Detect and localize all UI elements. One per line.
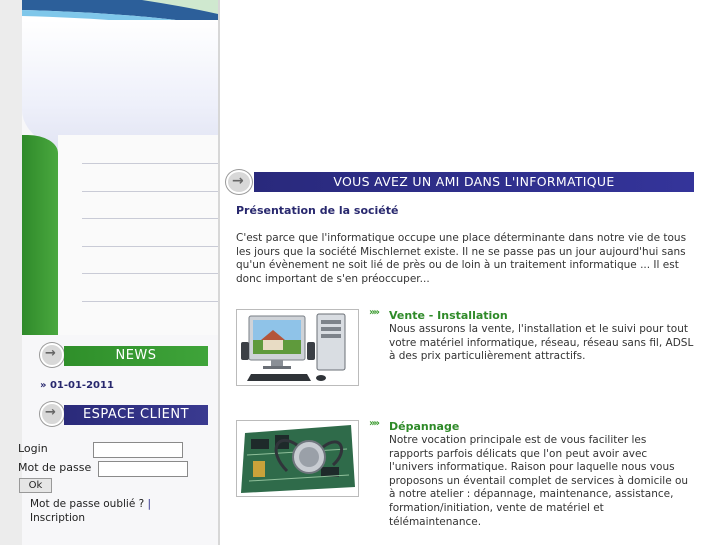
presentation-title: Présentation de la société <box>236 204 399 217</box>
main-content <box>220 168 727 545</box>
menu-separator <box>82 246 218 247</box>
top-banner <box>220 0 727 168</box>
password-input[interactable] <box>98 461 188 477</box>
news-header <box>40 343 208 367</box>
login-label: Login <box>18 442 48 455</box>
link-separator: | <box>147 498 152 510</box>
circuit-board-image <box>236 420 359 497</box>
computer-image <box>236 309 359 386</box>
arrow-circle-icon <box>226 170 252 194</box>
client-area-header <box>40 402 208 426</box>
login-row <box>18 440 194 458</box>
login-input[interactable] <box>93 442 183 458</box>
green-side-tab <box>22 135 58 335</box>
forgot-password-link[interactable]: Mot de passe oublié ? <box>30 498 145 510</box>
menu-separator <box>82 273 218 274</box>
banner-title: VOUS AVEZ UN AMI DANS L'INFORMATIQUE <box>254 172 694 192</box>
arrow-circle-icon <box>40 402 64 426</box>
menu-separator <box>82 191 218 192</box>
double-chevron-icon: »» <box>369 418 378 429</box>
signup-link[interactable]: Inscription <box>30 512 86 524</box>
menu-separator <box>82 301 218 302</box>
client-area-title: ESPACE CLIENT <box>64 405 208 425</box>
service-title[interactable]: Vente - Installation <box>389 309 508 322</box>
news-title: NEWS <box>64 346 208 366</box>
news-item-date[interactable]: » 01-01-2011 <box>40 380 114 391</box>
main-header <box>226 170 694 194</box>
menu-area <box>58 135 218 335</box>
presentation-text: C'est parce que l'informatique occupe une place déterminante dans notre vie de tous les jours que la société Mischlernet existe. Il ne se passe pas un jour aujourd'hui sans qu'un évènement ne soit lié de près ou de loin à un traitement informatique ... Il est donc important de s'en préoccuper... <box>236 232 687 285</box>
password-row <box>18 459 194 477</box>
double-chevron-icon: »» <box>369 307 378 318</box>
service-description: Notre vocation principale est de vous faciliter les rapports parfois délicats que l'on peut avoir avec l'univers informatique. Raison pour laquelle nous vous proposons un éventail complet de services à domicile ou à notre atelier : dépannage, maintenance, assistance, formation/initiation, vente de matériel et télémaintenance. <box>389 434 689 528</box>
service-title[interactable]: Dépannage <box>389 420 460 433</box>
menu-separator <box>82 163 218 164</box>
forgot-password-row <box>30 498 151 510</box>
arrow-circle-icon <box>40 343 64 367</box>
ok-button[interactable]: Ok <box>19 478 52 493</box>
service-description: Nous assurons la vente, l'installation et le suivi pour tout votre matériel informatique, réseau, réseau sans fil, ADSL à des prix particulièrement attractifs. <box>389 323 694 363</box>
menu-separator <box>82 218 218 219</box>
login-form <box>18 440 194 491</box>
password-label: Mot de passe <box>18 461 92 474</box>
